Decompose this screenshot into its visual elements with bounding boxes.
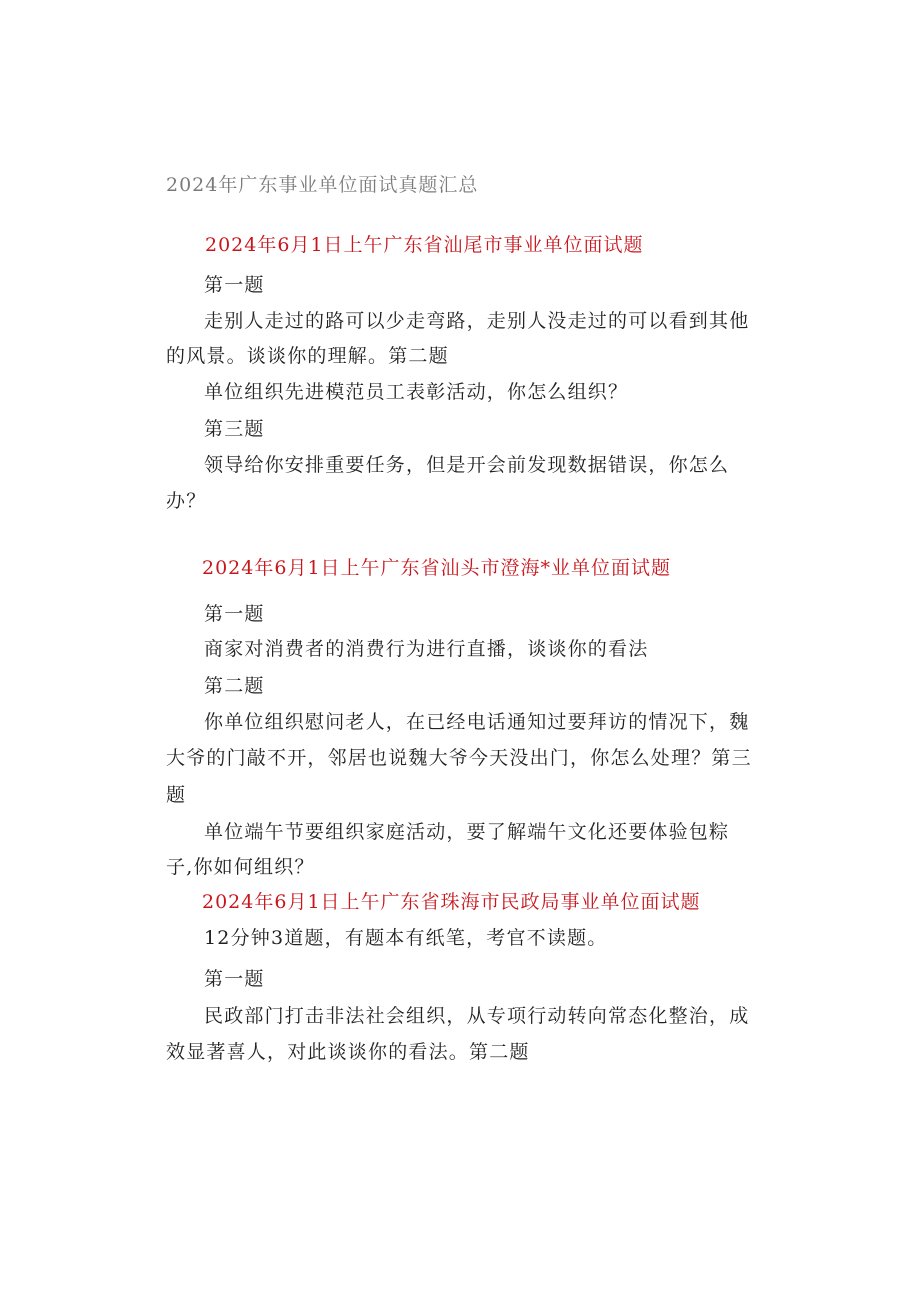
paragraph-line: 领导给你安排重要任务，但是开会前发现数据错误，你怎么 (204, 454, 730, 476)
document-title: 2024年广东事业单位面试真题汇总 (166, 174, 479, 196)
paragraph-line: 你单位组织慰问老人，在已经电话通知过要拜访的情况下，魏 (204, 711, 750, 733)
paragraph-line: 商家对消费者的消费行为进行直播，谈谈你的看法 (204, 638, 649, 660)
question-label: 第一题 (204, 968, 265, 990)
paragraph-line: 子,你如何组织？ (166, 856, 315, 878)
paragraph-line: 走别人走过的路可以少走弯路，走别人没走过的可以看到其他 (204, 310, 750, 332)
paragraph-line: 效显著喜人，对此谈谈你的看法。第二题 (166, 1041, 530, 1063)
paragraph-line: 题 (166, 784, 187, 806)
question-label: 第三题 (204, 418, 265, 440)
paragraph-line: 办？ (166, 490, 207, 512)
paragraph-line: 12分钟3道题，有题本有纸笔，考官不读题。 (204, 927, 608, 949)
question-label: 第一题 (204, 603, 265, 625)
paragraph-line: 单位端午节要组织家庭活动，要了解端午文化还要体验包粽 (204, 821, 730, 843)
paragraph-line: 的风景。谈谈你的理解。第二题 (166, 345, 449, 367)
paragraph-line: 民政部门打击非法社会组织，从专项行动转向常态化整治，成 (204, 1005, 750, 1027)
paragraph-line: 大爷的门敲不开，邻居也说魏大爷今天没出门，你怎么处理？第三 (166, 747, 752, 769)
section-heading: 2024年6月1日上午广东省汕尾市事业单位面试题 (205, 234, 644, 256)
question-label: 第二题 (204, 675, 265, 697)
question-label: 第一题 (204, 274, 265, 296)
paragraph-line: 单位组织先进模范员工表彰活动，你怎么组织？ (204, 381, 629, 403)
section-heading: 2024年6月1日上午广东省汕头市澄海*业单位面试题 (202, 557, 672, 579)
section-heading: 2024年6月1日上午广东省珠海市民政局事业单位面试题 (202, 891, 701, 913)
